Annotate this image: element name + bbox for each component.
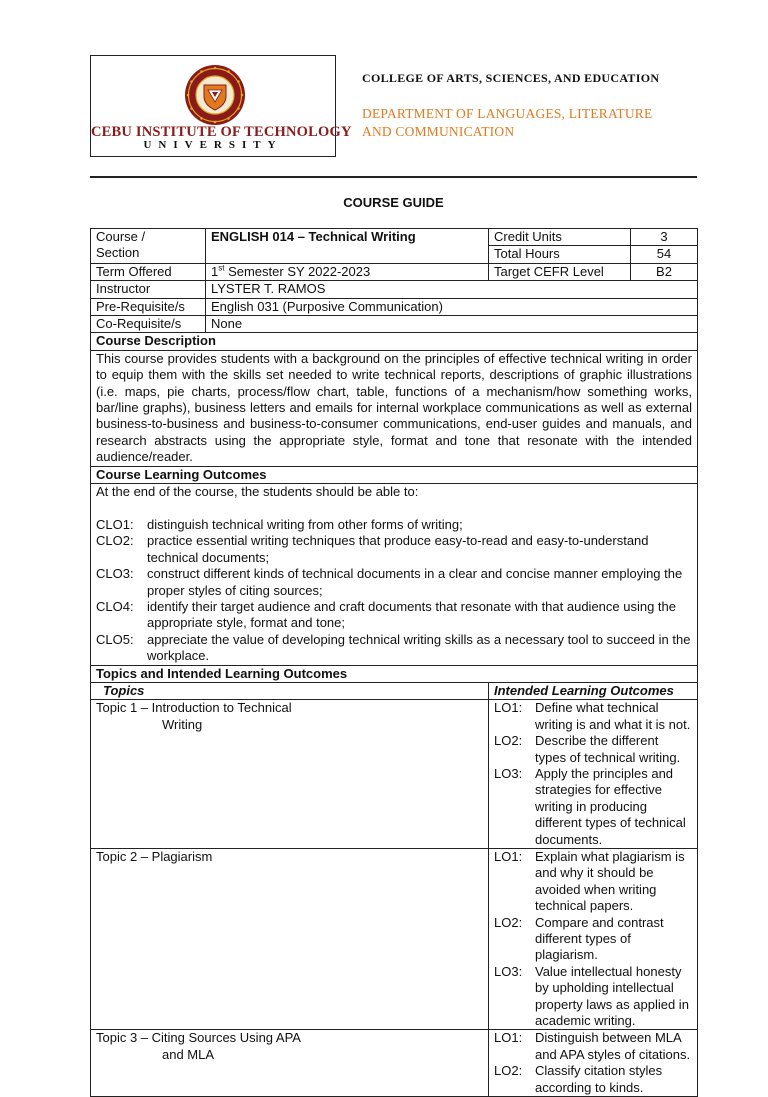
- department-line-1: DEPARTMENT OF LANGUAGES, LITERATURE: [362, 106, 653, 121]
- lo-text: Compare and contrast different types of plagiarism.: [535, 914, 664, 963]
- list-item: [96, 599, 692, 632]
- description-text: This course provides students with a background on the principles of effective technical writing in order to equip them with the skills set needed to write technical reports, descriptions of graphic illustrations (i.e. maps, pie charts, process/flow chart, table, functions of a mechanism/how something works, bar/line graphs), business letters and emails for internal workplace communications as well as external business-to-business and business-to-consumer communications, end-user guides and manuals, and research abstracts using the appropriate style, format and tone that resonate with the intended audience/reader.: [91, 350, 698, 466]
- lo-code: LO2:: [494, 1063, 523, 1079]
- outcomes-heading: Course Learning Outcomes: [91, 466, 698, 483]
- corequisite-label: Co-Requisite/s: [91, 316, 206, 333]
- course-row: [91, 229, 698, 246]
- lo-text: Explain what plagiarism is and why it should be avoided when writing technical papers.: [535, 849, 685, 914]
- clo-code: CLO3:: [96, 566, 134, 582]
- topic-title: Topic 3 – Citing Sources Using APA: [96, 1030, 301, 1046]
- topics-heading: Topics and Intended Learning Outcomes: [91, 665, 698, 682]
- list-item: [494, 700, 692, 733]
- topics-column-header: Topics: [91, 682, 489, 699]
- prerequisite-row: [91, 298, 698, 315]
- clo-code: CLO5:: [96, 631, 134, 647]
- topic-title: Topic 2 – Plagiarism: [96, 849, 213, 865]
- list-item: [494, 1063, 692, 1096]
- ilo-cell: [489, 849, 698, 1030]
- description-heading: Course Description: [91, 333, 698, 350]
- list-item: [494, 733, 692, 766]
- course-label-line-2: Section: [96, 245, 140, 261]
- clo-text: appreciate the value of developing technical writing skills as a necessary tool to succeed in the workplace.: [147, 631, 691, 664]
- lo-code: LO2:: [494, 733, 523, 749]
- ilo-column-header: Intended Learning Outcomes: [489, 682, 698, 699]
- outcomes-row: [91, 484, 698, 665]
- list-item: [494, 766, 692, 848]
- topic-title-continued: and MLA: [162, 1046, 215, 1062]
- total-hours-value: 54: [631, 246, 698, 263]
- cefr-value: B2: [631, 263, 698, 280]
- list-item: [96, 566, 692, 599]
- table-row: [91, 700, 698, 849]
- prerequisite-label: Pre-Requisite/s: [91, 298, 206, 315]
- list-item: [494, 964, 692, 1030]
- clo-text: identify their target audience and craft documents that resonate with that audience using the appropriate style, format and tone;: [147, 598, 677, 631]
- ilo-cell: [489, 1030, 698, 1097]
- description-heading-row: [91, 333, 698, 350]
- lo-code: LO1:: [494, 1030, 523, 1046]
- term-value-rest: Semester SY 2022-2023: [224, 263, 371, 279]
- topic-title: Topic 1 – Introduction to Technical: [96, 700, 292, 716]
- topics-column-header-row: [91, 682, 698, 699]
- prerequisite-value: English 031 (Purposive Communication): [206, 298, 698, 315]
- term-value-suffix: st: [218, 263, 225, 273]
- lo-text: Describe the different types of technical writing.: [535, 733, 681, 765]
- college-name: COLLEGE OF ARTS, SCIENCES, AND EDUCATION: [362, 71, 660, 85]
- list-item: [494, 849, 692, 915]
- lo-code: LO2:: [494, 914, 523, 930]
- university-seal-icon: [184, 64, 246, 126]
- clo-text: practice essential writing techniques that produce easy-to-read and easy-to-understand technical documents;: [147, 533, 649, 565]
- lo-text: Value intellectual honesty by upholding intellectual property laws as applied in academic writing.: [535, 963, 689, 1029]
- university-name: CEBU INSTITUTE OF TECHNOLOGY: [91, 124, 352, 140]
- department-line-2: AND COMMUNICATION: [362, 124, 515, 139]
- lo-code: LO3:: [494, 963, 523, 979]
- list-item: [494, 1030, 692, 1063]
- term-label: Term Offered: [91, 263, 206, 280]
- table-row: [91, 1030, 698, 1097]
- clo-text: distinguish technical writing from other forms of writing;: [147, 516, 463, 532]
- course-guide-table: [90, 228, 698, 1097]
- outcomes-heading-row: [91, 466, 698, 483]
- lo-code: LO1:: [494, 700, 523, 716]
- topic-title-continued: Writing: [162, 716, 203, 732]
- lo-text: Apply the principles and strategies for effective writing in producing different types of technical documents.: [535, 765, 686, 847]
- clo-code: CLO4:: [96, 598, 134, 614]
- outcomes-cell: [91, 484, 698, 665]
- lo-code: LO1:: [494, 849, 523, 865]
- cefr-label: Target CEFR Level: [489, 263, 631, 280]
- topic-cell: [91, 849, 489, 1030]
- instructor-label: Instructor: [91, 281, 206, 298]
- ilo-cell: [489, 700, 698, 849]
- outcomes-intro: At the end of the course, the students should be able to:: [96, 484, 419, 500]
- corequisite-row: [91, 316, 698, 333]
- corequisite-value: None: [206, 316, 698, 333]
- clo-code: CLO1:: [96, 516, 134, 532]
- topics-heading-row: [91, 665, 698, 682]
- instructor-row: [91, 281, 698, 298]
- description-row: [91, 350, 698, 466]
- list-item: [96, 533, 692, 566]
- list-item: [96, 517, 692, 533]
- university-subtitle: UNIVERSITY: [143, 139, 283, 151]
- term-row: [91, 263, 698, 280]
- clo-text: construct different kinds of technical documents in a clear and concise manner employing the proper styles of citing sources;: [147, 566, 683, 598]
- course-label-cell: [91, 229, 206, 264]
- lo-text: Classify citation styles according to kinds.: [535, 1063, 663, 1095]
- term-value: [206, 263, 489, 280]
- list-item: [96, 632, 692, 665]
- lo-code: LO3:: [494, 765, 523, 781]
- course-label-line-1: Course /: [96, 229, 146, 244]
- topic-cell: [91, 1030, 489, 1097]
- lo-text: Define what technical writing is and what it is not.: [535, 700, 691, 732]
- document-title: COURSE GUIDE: [343, 195, 444, 210]
- total-hours-label: Total Hours: [489, 246, 631, 263]
- institution-logo-box: [90, 55, 352, 157]
- instructor-value: LYSTER T. RAMOS: [206, 281, 698, 298]
- topic-cell: [91, 700, 489, 849]
- header-divider: [90, 176, 697, 178]
- table-row: [91, 849, 698, 1030]
- credit-units-value: 3: [631, 229, 698, 246]
- credit-units-label: Credit Units: [489, 229, 631, 246]
- lo-text: Distinguish between MLA and APA styles of citations.: [535, 1030, 691, 1062]
- clo-code: CLO2:: [96, 533, 134, 549]
- course-value: ENGLISH 014 – Technical Writing: [206, 229, 489, 264]
- department-name: [362, 105, 702, 141]
- list-item: [494, 915, 692, 964]
- term-value-ordinal: 1: [211, 263, 219, 279]
